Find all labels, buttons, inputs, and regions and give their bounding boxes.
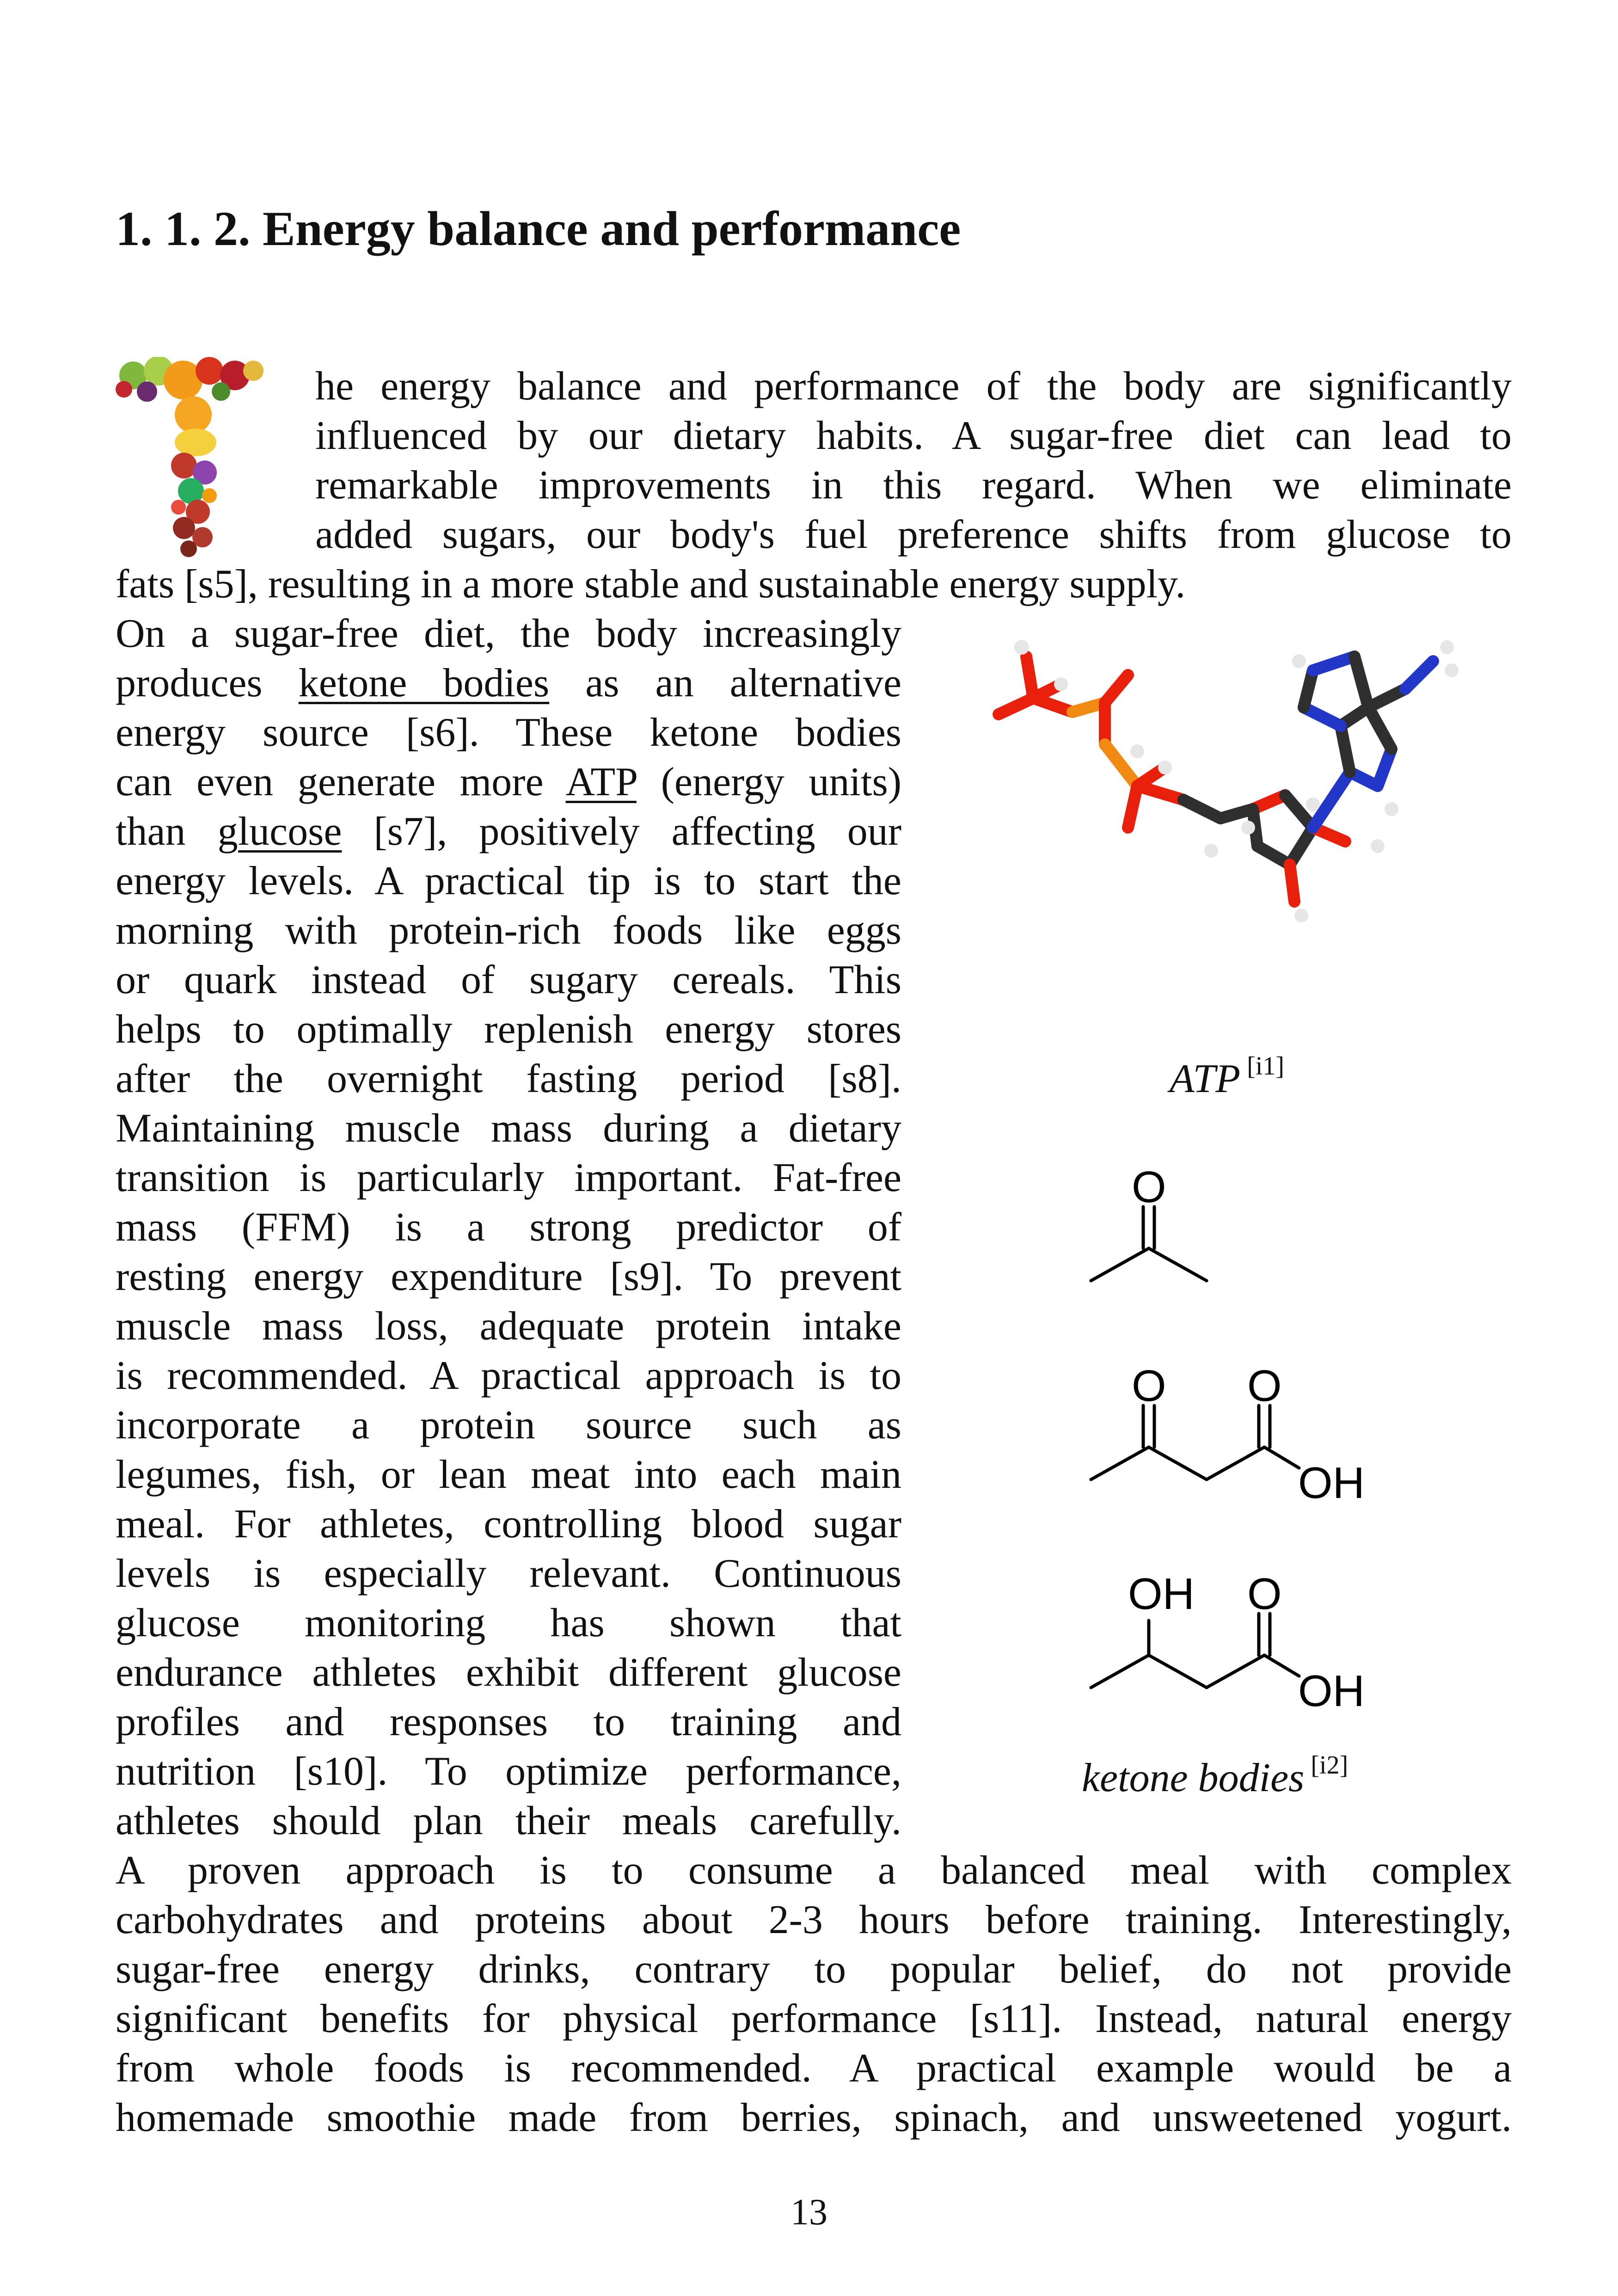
body-line: Maintaining muscle mass during a dietary <box>116 1106 901 1151</box>
body-line: endurance athletes exhibit different glucose <box>116 1650 901 1695</box>
ketone-bodies-link[interactable]: ketone bodies <box>298 661 550 706</box>
body-line: morning with protein-rich foods like eggs <box>116 908 901 953</box>
body-line: athletes should plan their meals carefully. <box>116 1799 901 1843</box>
body-line <box>116 807 901 856</box>
intro-line: added sugars, our body's fuel preference shifts from glucose to <box>315 512 1512 557</box>
body-line: is recommended. A practical approach is to <box>116 1353 901 1398</box>
body-line <box>116 757 901 807</box>
fruit-dropcap-t-image <box>115 357 267 560</box>
oxygen-label: O <box>1132 1162 1166 1212</box>
atp-molecule-image <box>962 633 1489 1003</box>
body-line: profiles and responses to training and <box>116 1700 901 1744</box>
body-line: nutrition [s10]. To optimize performance, <box>116 1749 901 1794</box>
body-line: after the overnight fasting period [s8]. <box>116 1056 901 1101</box>
body-line: transition is particularly important. Fat-free <box>116 1155 901 1200</box>
atp-link[interactable]: ATP <box>565 760 637 804</box>
atp-caption <box>1170 1054 1284 1109</box>
body-line: A proven approach is to consume a balanced meal with complex <box>116 1848 1512 1893</box>
section-heading: 1. 1. 2. Energy balance and performance <box>116 202 961 256</box>
intro-line: remarkable improvements in this regard. When we eliminate <box>315 463 1512 508</box>
hydroxyl-label: OH <box>1298 1458 1365 1508</box>
ketone-bodies-caption-text: ketone bodies <box>1082 1756 1305 1800</box>
body-line: helps to optimally replenish energy stores <box>116 1007 901 1052</box>
intro-line: influenced by our dietary habits. A sugar-free diet can lead to <box>315 413 1512 458</box>
body-text: can even generate more <box>116 760 544 804</box>
page-number: 13 <box>791 2192 827 2233</box>
intro-line: he energy balance and performance of the body are significantly <box>315 364 1512 409</box>
atp-caption-text: ATP <box>1170 1056 1241 1101</box>
hydroxyl-label: OH <box>1298 1666 1365 1716</box>
body-text: produces <box>116 661 263 706</box>
body-line: significant benefits for physical performance [s11]. Instead, natural energy <box>116 1996 1512 2041</box>
body-text: as an alternative <box>585 661 902 706</box>
body-line <box>116 658 901 708</box>
acetoacetic-acid-structure <box>1077 1355 1401 1512</box>
body-text: [s7], positively affecting our <box>374 809 901 854</box>
body-line: glucose monitoring has shown that <box>116 1601 901 1645</box>
body-line: On a sugar-free diet, the body increasingly <box>116 611 901 656</box>
ketone-bodies-caption <box>1082 1753 1348 1808</box>
body-line: carbohydrates and proteins about 2-3 hours before training. Interestingly, <box>116 1897 1512 1942</box>
oxygen-label: O <box>1247 1361 1282 1411</box>
body-line: resting energy expenditure [s9]. To prevent <box>116 1254 901 1299</box>
body-line: or quark instead of sugary cereals. This <box>116 958 901 1002</box>
ketone-bodies-caption-ref: [i2] <box>1311 1751 1348 1780</box>
body-line: sugar-free energy drinks, contrary to popular belief, do not provide <box>116 1947 1512 1992</box>
oxygen-label: O <box>1247 1569 1282 1619</box>
oxygen-label: O <box>1132 1361 1166 1411</box>
body-line: incorporate a protein source such as <box>116 1403 901 1448</box>
body-text: (energy units) <box>661 760 901 804</box>
acetone-structure <box>1077 1156 1271 1295</box>
body-line: energy source [s6]. These ketone bodies <box>116 710 901 755</box>
body-line: energy levels. A practical tip is to start the <box>116 859 901 903</box>
body-line: homemade smoothie made from berries, spinach, and unsweetened yogurt. <box>116 2095 1512 2140</box>
hydroxybutyric-acid-structure <box>1077 1563 1401 1720</box>
body-line: meal. For athletes, controlling blood sugar <box>116 1502 901 1547</box>
glucose-link[interactable]: glucose <box>217 809 342 854</box>
hydroxyl-label: OH <box>1128 1569 1195 1619</box>
body-line: legumes, fish, or lean meat into each main <box>116 1452 901 1497</box>
body-text: than <box>116 809 186 854</box>
body-line: muscle mass loss, adequate protein intake <box>116 1304 901 1349</box>
atp-caption-ref: [i1] <box>1247 1052 1285 1080</box>
intro-line: fats [s5], resulting in a more stable and sustainable energy supply. <box>116 562 1186 607</box>
body-line: levels is especially relevant. Continuous <box>116 1551 901 1596</box>
body-line: from whole foods is recommended. A practical example would be a <box>116 2046 1512 2091</box>
body-line: mass (FFM) is a strong predictor of <box>116 1205 901 1250</box>
